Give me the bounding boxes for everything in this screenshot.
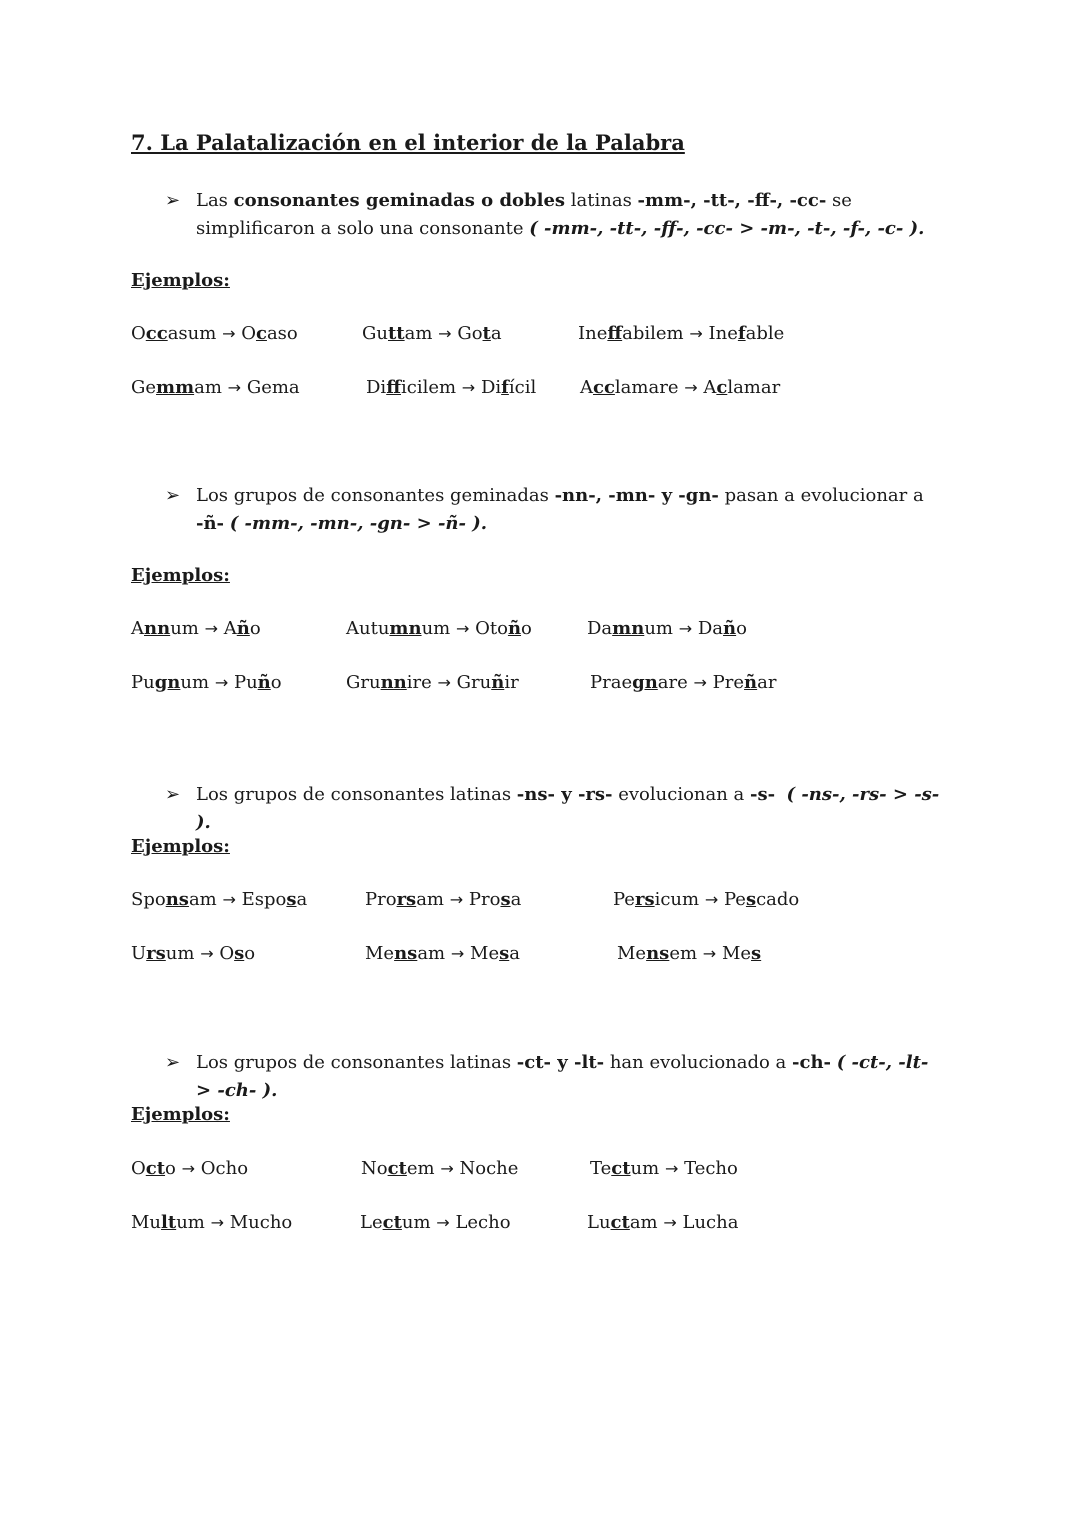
example-item: Mensem → Mes: [617, 943, 762, 964]
arrow-right-icon: →: [461, 378, 476, 397]
example-item: Damnum → Daño: [587, 618, 747, 639]
arrow-right-icon: →: [200, 944, 214, 963]
triangle-arrow-icon: ➢: [165, 485, 181, 506]
example-item: Praegnare → Preñar: [590, 672, 777, 693]
example-item: Lectum → Lecho: [360, 1212, 511, 1233]
arrow-right-icon: →: [438, 324, 452, 343]
arrow-right-icon: →: [204, 619, 218, 638]
example-item: Tectum → Techo: [590, 1158, 738, 1179]
arrow-right-icon: →: [704, 890, 719, 909]
arrow-right-icon: →: [455, 619, 470, 638]
arrow-right-icon: →: [702, 944, 717, 963]
arrow-right-icon: →: [210, 1213, 224, 1232]
example-item: Persicum → Pescado: [613, 889, 800, 910]
triangle-arrow-icon: ➢: [165, 190, 181, 211]
rule-text: Los grupos de consonantes latinas -ct- y -lt- han evolucionado a -ch- ( -ct-, -lt- > -ch- ).: [196, 1052, 929, 1101]
example-item: Ursum → Oso: [131, 943, 256, 964]
example-item: Autumnum → Otoño: [346, 618, 532, 639]
rule-text: Los grupos de consonantes geminadas -nn-, -mn- y -gn- pasan a evolucionar a -ñ- ( -mm-, -mn-, -gn- > -ñ- ).: [196, 485, 924, 534]
rule-bullet-geminadas: [165, 187, 945, 243]
example-item: Pugnum → Puño: [131, 672, 282, 693]
examples-label: Ejemplos:: [131, 836, 230, 857]
triangle-arrow-icon: ➢: [165, 1052, 181, 1073]
rule-bullet-ct-lt: [165, 1049, 945, 1105]
arrow-right-icon: →: [437, 673, 451, 692]
arrow-right-icon: →: [693, 673, 707, 692]
example-item: Sponsam → Esposa: [131, 889, 308, 910]
examples-label: Ejemplos:: [131, 565, 230, 586]
arrow-right-icon: →: [664, 1159, 679, 1178]
example-item: Occasum → Ocaso: [131, 323, 298, 344]
example-item: Octo → Ocho: [131, 1158, 249, 1179]
example-item: Gemmam → Gema: [131, 377, 300, 398]
example-item: Luctam → Lucha: [587, 1212, 739, 1233]
arrow-right-icon: →: [449, 890, 464, 909]
rule-text: Los grupos de consonantes latinas -ns- y -rs- evolucionan a -s- ( -ns-, -rs- > -s- ).: [196, 784, 940, 833]
example-item: Ineffabilem → Inefable: [578, 323, 785, 344]
arrow-right-icon: →: [181, 1159, 196, 1178]
example-item: Guttam → Gota: [362, 323, 502, 344]
arrow-right-icon: →: [684, 378, 698, 397]
arrow-right-icon: →: [663, 1213, 677, 1232]
examples-label: Ejemplos:: [131, 270, 230, 291]
arrow-right-icon: →: [214, 673, 229, 692]
example-item: Noctem → Noche: [361, 1158, 519, 1179]
arrow-right-icon: →: [222, 890, 236, 909]
triangle-arrow-icon: ➢: [165, 784, 181, 805]
arrow-right-icon: →: [678, 619, 693, 638]
rule-text: Las consonantes geminadas o dobles latinas -mm-, -tt-, -ff-, -cc- se simplificaron a solo una consonante ( -mm-, -tt-, -ff-, -cc- > -m-, -t-, -f-, -c- ).: [196, 190, 925, 239]
arrow-right-icon: →: [227, 378, 242, 397]
arrow-right-icon: →: [689, 324, 703, 343]
rule-bullet-nasales: [165, 482, 945, 538]
examples-label: Ejemplos:: [131, 1104, 230, 1125]
page-title: 7. La Palatalización en el interior de la Palabra: [131, 130, 685, 155]
example-item: Annum → Año: [131, 618, 261, 639]
arrow-right-icon: →: [450, 944, 465, 963]
rule-bullet-ns-rs: [165, 781, 945, 837]
example-item: Acclamare → Aclamar: [580, 377, 781, 398]
arrow-right-icon: →: [440, 1159, 454, 1178]
example-item: Difficilem → Difícil: [366, 377, 537, 398]
example-item: Mensam → Mesa: [365, 943, 520, 964]
arrow-right-icon: →: [436, 1213, 450, 1232]
example-item: Grunnire → Gruñir: [346, 672, 519, 693]
arrow-right-icon: →: [222, 324, 236, 343]
example-item: Multum → Mucho: [131, 1212, 293, 1233]
example-item: Prorsam → Prosa: [365, 889, 522, 910]
